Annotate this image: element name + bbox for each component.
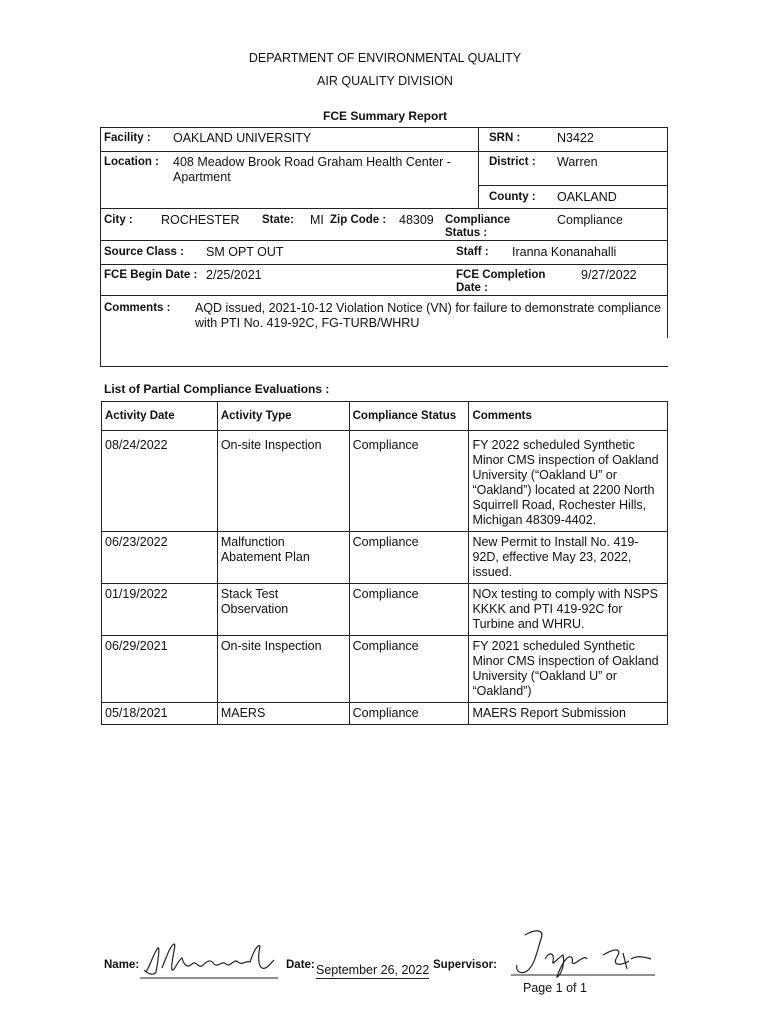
srn-value: N3422 <box>557 131 594 145</box>
row-divider-2 <box>100 208 668 209</box>
facility-value: OAKLAND UNIVERSITY <box>173 131 312 145</box>
facility-label: Facility : <box>104 132 151 144</box>
cell-status: Compliance <box>349 636 469 703</box>
comments-label: Comments : <box>104 302 171 314</box>
cell-comments: New Permit to Install No. 419-92D, effective May 23, 2022, issued. <box>469 532 668 584</box>
facility-box-top <box>100 127 668 128</box>
zip-value: 48309 <box>399 213 434 227</box>
comments-value: AQD issued, 2021-10-12 Violation Notice (VN) for failure to demonstrate compliance with PTI No. 419-92C, FG-TURB/WHRU <box>195 301 661 330</box>
city-label: City : <box>104 214 133 226</box>
date-value: September 26, 2022 <box>316 963 430 977</box>
table-row <box>102 532 668 584</box>
supervisor-label: Supervisor: <box>433 959 497 971</box>
state-label: State: <box>262 214 294 226</box>
department-heading: DEPARTMENT OF ENVIRONMENTAL QUALITY <box>248 51 522 65</box>
row-divider-5 <box>100 295 668 296</box>
cell-status: Compliance <box>349 532 469 584</box>
cell-status: Compliance <box>349 431 469 532</box>
location-label: Location : <box>104 156 159 168</box>
staff-label: Staff : <box>456 246 489 258</box>
fce-completion-label-1: FCE Completion <box>456 269 546 281</box>
facility-box-right <box>667 127 668 338</box>
evaluations-heading: List of Partial Compliance Evaluations : <box>104 382 330 396</box>
cell-date: 06/29/2021 <box>102 636 218 703</box>
table-row <box>102 431 668 532</box>
staff-value: Iranna Konanahalli <box>512 245 617 259</box>
county-value: OAKLAND <box>557 190 617 204</box>
county-label: County : <box>489 191 536 203</box>
cell-type: On-site Inspection <box>217 636 349 703</box>
cell-comments: FY 2021 scheduled Synthetic Minor CMS inspection of Oakland University (“Oakland U” or “Oakland”) <box>469 636 668 703</box>
page-number: Page 1 of 1 <box>523 981 587 995</box>
cell-date: 06/23/2022 <box>102 532 218 584</box>
srn-label: SRN : <box>489 132 521 144</box>
evaluations-table <box>101 401 668 725</box>
district-value: Warren <box>557 155 598 169</box>
fce-completion-label-2: Date : <box>456 282 488 294</box>
facility-box-divider <box>478 127 479 209</box>
cell-comments: MAERS Report Submission <box>469 703 668 725</box>
source-class-label: Source Class : <box>104 246 184 258</box>
cell-date: 05/18/2021 <box>102 703 218 725</box>
cell-type: Stack Test Observation <box>217 584 349 636</box>
supervisor-signature-image <box>505 925 665 980</box>
column-header-compliance-status: Compliance Status <box>349 402 469 431</box>
division-heading: AIR QUALITY DIVISION <box>317 74 453 88</box>
source-class-value: SM OPT OUT <box>206 245 284 259</box>
cell-type: On-site Inspection <box>217 431 349 532</box>
row-divider-4 <box>100 264 668 265</box>
city-value: ROCHESTER <box>161 213 240 227</box>
name-signature-image <box>140 938 285 980</box>
cell-comments: NOx testing to comply with NSPS KKKK and PTI 419-92C for Turbine and WHRU. <box>469 584 668 636</box>
fce-begin-label: FCE Begin Date : <box>104 269 198 281</box>
column-header-activity-date: Activity Date <box>102 402 218 431</box>
column-header-comments: Comments <box>469 402 668 431</box>
location-value: 408 Meadow Brook Road Graham Health Center - Apartment <box>173 155 451 184</box>
district-label: District : <box>489 156 536 168</box>
row-divider-1 <box>100 151 668 152</box>
row-divider-county <box>478 185 668 186</box>
fce-completion-value: 9/27/2022 <box>581 268 637 282</box>
cell-comments: FY 2022 scheduled Synthetic Minor CMS inspection of Oakland University (“Oakland U” or “Oakland”) located at 2200 North Squirrell Road, Rochester Hills, Michigan 48309-4402. <box>469 431 668 532</box>
zip-label: Zip Code : <box>330 214 387 226</box>
cell-status: Compliance <box>349 584 469 636</box>
table-row <box>102 636 668 703</box>
cell-type: Malfunction Abatement Plan <box>217 532 349 584</box>
row-divider-3 <box>100 240 668 241</box>
cell-status: Compliance <box>349 703 469 725</box>
name-label: Name: <box>104 959 140 971</box>
compliance-status-value: Compliance <box>557 213 624 227</box>
cell-date: 08/24/2022 <box>102 431 218 532</box>
fce-begin-value: 2/25/2021 <box>206 268 262 282</box>
table-header-row <box>102 402 668 431</box>
facility-box-left <box>100 127 101 367</box>
report-title: FCE Summary Report <box>322 109 448 123</box>
table-row <box>102 584 668 636</box>
compliance-status-label-1: Compliance <box>445 214 511 226</box>
cell-type: MAERS <box>217 703 349 725</box>
cell-date: 01/19/2022 <box>102 584 218 636</box>
date-label: Date: <box>286 959 315 971</box>
state-value: MI <box>310 213 324 227</box>
column-header-activity-type: Activity Type <box>217 402 349 431</box>
compliance-status-label-2: Status : <box>445 227 488 239</box>
facility-box-bottom <box>100 366 668 367</box>
table-row <box>102 703 668 725</box>
